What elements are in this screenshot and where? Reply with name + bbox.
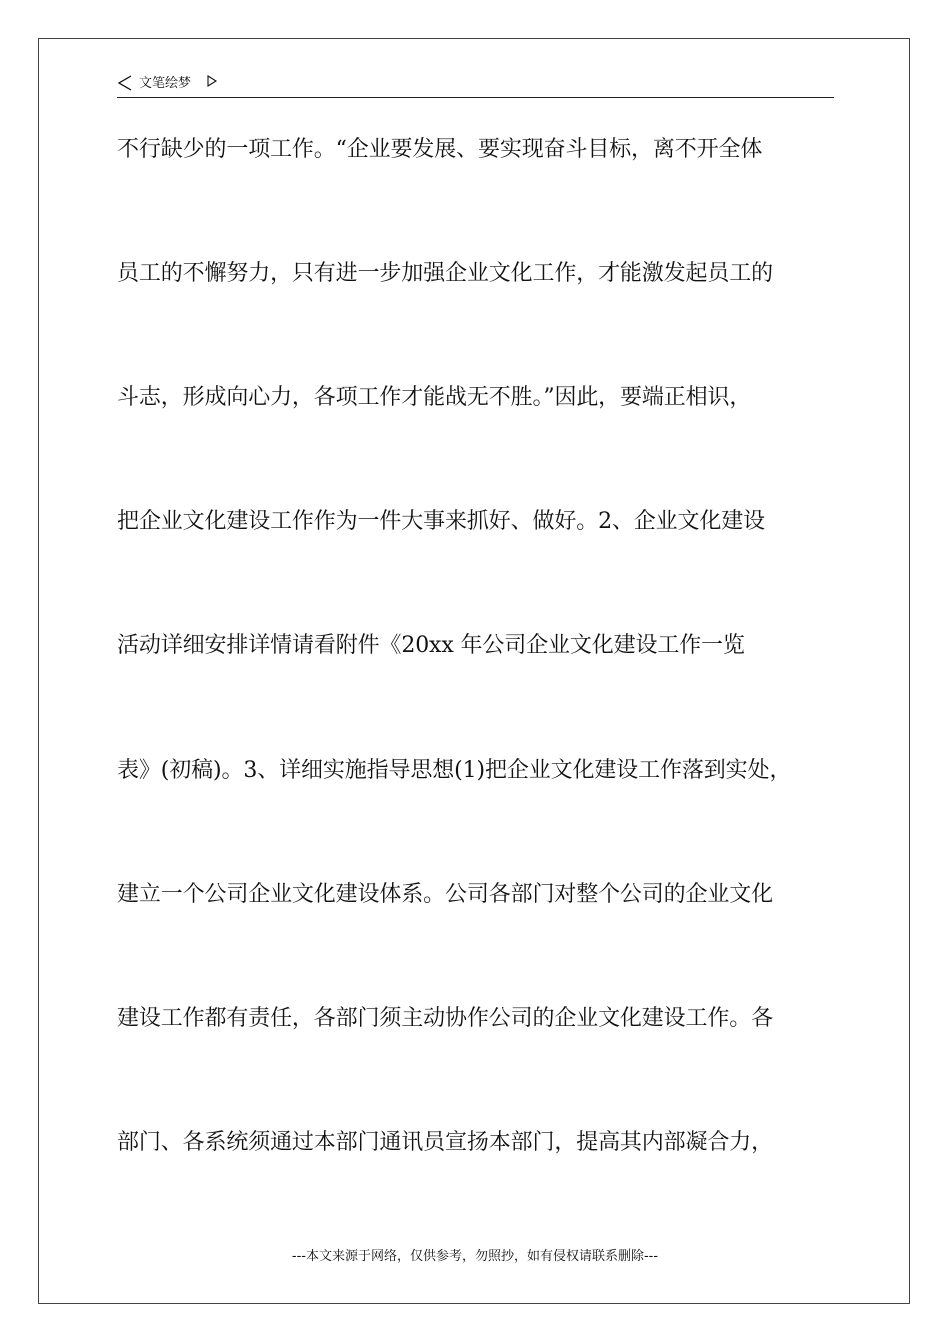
footer-disclaimer: ---本文来源于网络，仅供参考，勿照抄，如有侵权请联系删除--- <box>291 1249 659 1264</box>
body-line-3: 斗志，形成向心力，各项工作才能战无不胜。”因此，要端正相识， <box>117 385 752 410</box>
body-line-7: 建立一个公司企业文化建设体系。公司各部门对整个公司的企业文化 <box>117 882 774 907</box>
body-line-6: 表》(初稿)。3、详细实施指导思想(1)把企业文化建设工作落到实处， <box>117 758 792 783</box>
body-line-9: 部门、各系统须通过本部门通讯员宣扬本部门，提高其内部凝合力， <box>117 1130 774 1155</box>
body-line-2: 员工的不懈努力，只有进一步加强企业文化工作，才能激发起员工的 <box>117 261 774 286</box>
body-line-8: 建设工作都有责任，各部门须主动协作公司的企业文化建设工作。各 <box>117 1006 774 1031</box>
right-triangle-outline-icon <box>206 75 218 87</box>
body-line-1: 不行缺少的一项工作。“企业要发展、要实现奋斗目标，离不开全体 <box>117 137 763 162</box>
body-line-5: 活动详细安排详情请看附件《20xx 年公司企业文化建设工作一览 <box>117 633 745 658</box>
left-triangle-outline-icon <box>117 75 133 91</box>
header-title: 文笔绘梦 <box>139 76 192 91</box>
page-frame <box>38 38 910 1304</box>
page-header <box>117 72 834 98</box>
body-line-4: 把企业文化建设工作作为一件大事来抓好、做好。2、企业文化建设 <box>117 509 765 534</box>
